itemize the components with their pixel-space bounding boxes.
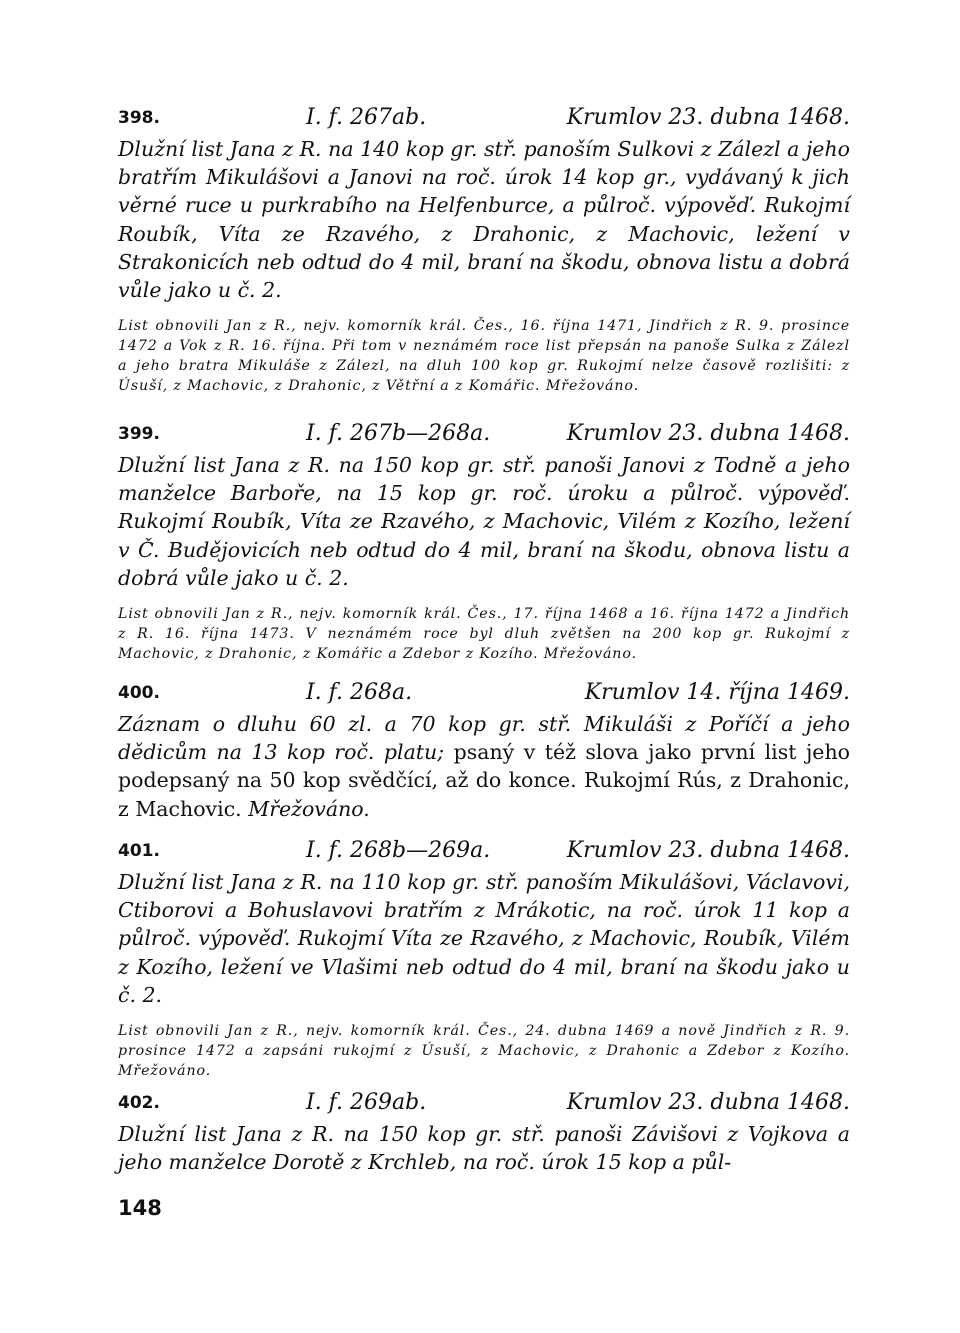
entry-date: Krumlov 23. dubna 1468.	[566, 838, 850, 863]
entry-date: Krumlov 23. dubna 1468.	[566, 1090, 850, 1115]
entry-header	[118, 1088, 850, 1118]
entry-note: List obnovili Jan z R., nejv. komorník král. Čes., 24. dubna 1469 a nově Jindřich z R. 9. prosince 1472 a zapsáni rukojmí z Úsuší, z Machovic, z Drahonic a Zdebor z Kozího. Mřežováno.	[118, 1023, 850, 1080]
entry-text: Dlužní list Jana z R. na 150 kop gr. stř. panoši Závišovi z Vojkova a jeho manželce Dorotě z Krchleb, na roč. úrok 15 kop a půl-	[118, 1122, 850, 1175]
entry-text-upright: psaný v též slova jako první list jeho podepsaný na 50 kop svědčící, až do konce. Rukojmí Rús, z Drahonic, z Machovic.	[118, 740, 850, 821]
entry-header	[118, 678, 850, 708]
folio-reference: I. f. 268a.	[306, 680, 413, 705]
entry-400	[118, 678, 850, 823]
entry-number: 402.	[118, 1093, 160, 1113]
entry-number: 401.	[118, 841, 160, 861]
folio-reference: I. f. 267ab.	[306, 105, 427, 130]
entry-number: 398.	[118, 108, 160, 128]
entry-402	[118, 1088, 850, 1176]
entry-text: Dlužní list Jana z R. na 140 kop gr. stř. panoším Sulkovi z Zálezl a jeho bratřím Mikulášovi a Janovi na roč. úrok 14 kop gr., vydávaný k jich věrné ruce u purkrabího na Helfenburce, a půlroč. výpověď. Rukojmí Roubík, Víta ze Rzavého, z Drahonic, z Machovic, ležení v Strakonicích neb odtud do 4 mil, braní na škodu, obnova listu a dobrá vůle jako u č. 2.	[118, 137, 850, 303]
entry-text: Dlužní list Jana z R. na 110 kop gr. stř. panoším Mikulášovi, Václavovi, Ctiborovi a Bohuslavovi bratřím z Mrákotic, na roč. úrok 11 kop a půlroč. výpověď. Rukojmí Víta ze Rzavého, z Machovic, Roubík, Vilém z Kozího, ležení ve Vlašimi neb odtud do 4 mil, braní na škodu jako u č. 2.	[118, 870, 850, 1007]
entry-header	[118, 103, 850, 133]
entry-header	[118, 419, 850, 449]
entry-text: Dlužní list Jana z R. na 150 kop gr. stř. panoši Janovi z Todně a jeho manželce Barboře, na 15 kop gr. roč. úroku a půlroč. výpověď. Rukojmí Roubík, Víta ze Rzavého, z Machovic, Vilém z Kozího, ležení v Č. Budějovicích neb odtud do 4 mil, braní na škodu, obnova listu a dobrá vůle jako u č. 2.	[118, 453, 850, 590]
entry-date: Krumlov 23. dubna 1468.	[566, 421, 850, 446]
entry-399	[118, 419, 850, 664]
entry-number: 400.	[118, 683, 160, 703]
entry-text-italic-end: Mřežováno.	[248, 796, 370, 821]
entry-text	[118, 710, 850, 823]
entry-number: 399.	[118, 424, 160, 444]
entry-date: Krumlov 23. dubna 1468.	[566, 105, 850, 130]
entry-text-italic: Záznam o dluhu 60 zl. a 70 kop gr. stř. Mikuláši z Poříčí a jeho dědicům na 13 kop roč. platu;	[118, 712, 850, 765]
page-number: 148	[118, 1196, 162, 1220]
entry-note: List obnovili Jan z R., nejv. komorník král. Čes., 16. října 1471, Jindřich z R. 9. prosince 1472 a Vok z R. 16. října. Při tom v neznámém roce list přepsán na panoše Sulka z Zálezl a jeho bratra Mikuláše z Zálezl, na dluh 100 kop gr. Rukojmí nelze časově rozlišiti: z Úsuší, z Machovic, z Drahonic, z Větřní a z Komářic. Mřežováno.	[118, 318, 850, 395]
entry-note: List obnovili Jan z R., nejv. komorník král. Čes., 17. října 1468 a 16. října 1472 a Jindřich z R. 16. října 1473. V neznámém roce byl dluh zvětšen na 200 kop gr. Rukojmí z Machovic, z Drahonic, z Komářic a Zdebor z Kozího. Mřežováno.	[118, 606, 850, 663]
folio-reference: I. f. 269ab.	[306, 1090, 427, 1115]
folio-reference: I. f. 267b—268a.	[306, 421, 491, 446]
entry-398	[118, 103, 850, 396]
entry-401	[118, 836, 850, 1081]
entry-date: Krumlov 14. října 1469.	[584, 680, 850, 705]
folio-reference: I. f. 268b—269a.	[306, 838, 491, 863]
entry-header	[118, 836, 850, 866]
